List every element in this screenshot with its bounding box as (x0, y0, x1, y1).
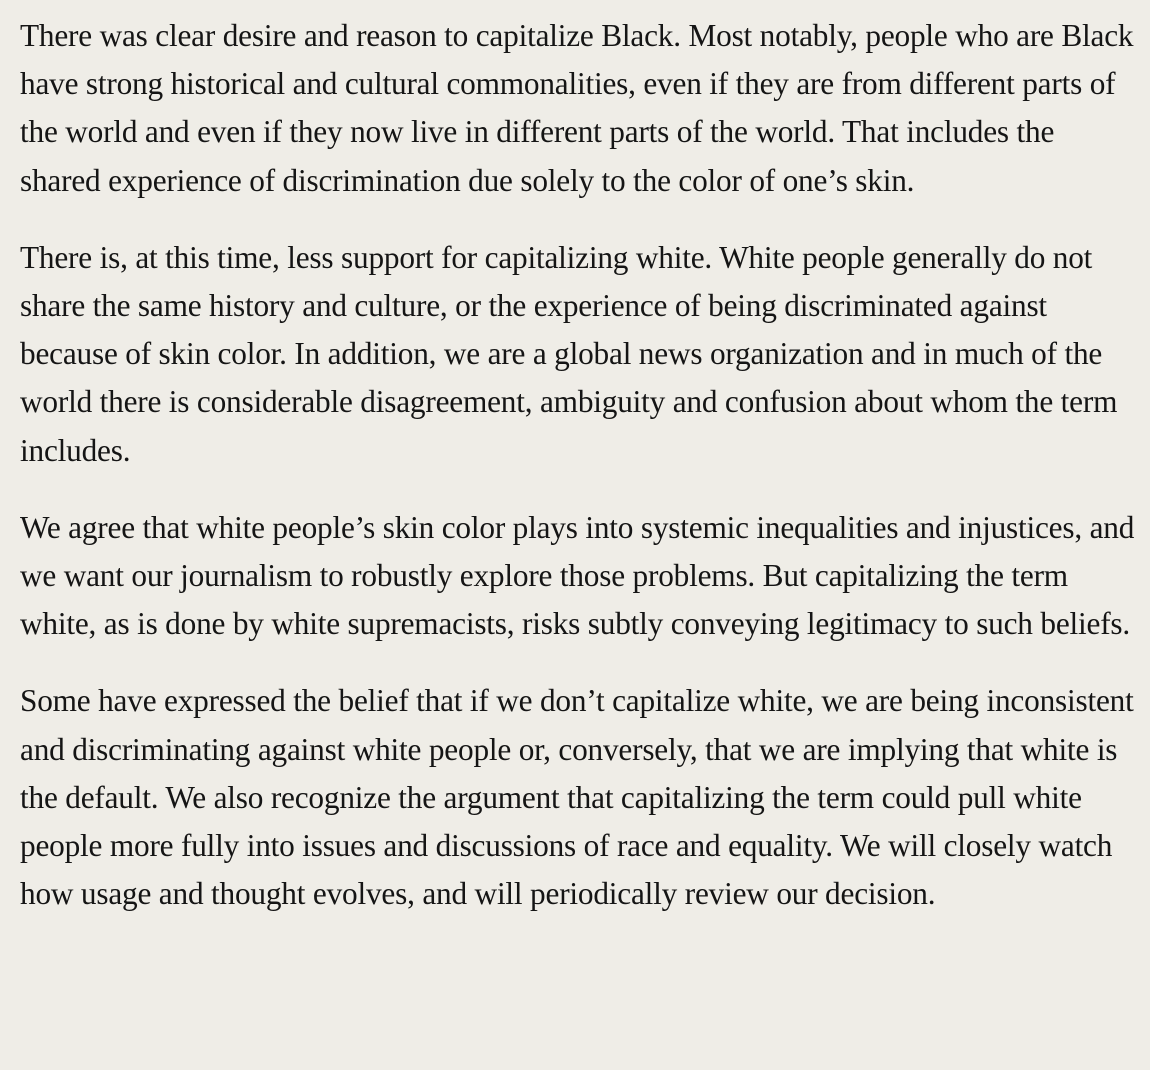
paragraph-systemic-inequalities: We agree that white people’s skin color plays into systemic inequalities and injustices, and we want our journalism to robustly explore those problems. But capitalizing the term white, as is done by white supremacists, risks subtly conveying legitimacy to such beliefs. (20, 509, 1135, 642)
paragraph-capitalize-white: There is, at this time, less support for capitalizing white. White people generally do not share the same history and culture, or the experience of being discriminated against because of skin color. In addition, we are a global news organization and in much of the world there is considerable disagreement, ambiguity and confusion about whom the term includes. (20, 239, 1118, 468)
paragraph-capitalize-black: There was clear desire and reason to capitalize Black. Most notably, people who are Black have strong historical and cultural commonalities, even if they are from different parts of the world and even if they now live in different parts of the world. That includes the shared experience of discrimination due solely to the color of one’s skin. (20, 18, 1134, 198)
article-body (20, 12, 1140, 947)
paragraph-review-decision: Some have expressed the belief that if we don’t capitalize white, we are being inconsistent and discriminating against white people or, conversely, that we are implying that white is the default. We also recognize the argument that capitalizing the term could pull white people more fully into issues and discussions of race and equality. We will closely watch how usage and thought evolves, and will periodically review our decision. (20, 683, 1134, 912)
